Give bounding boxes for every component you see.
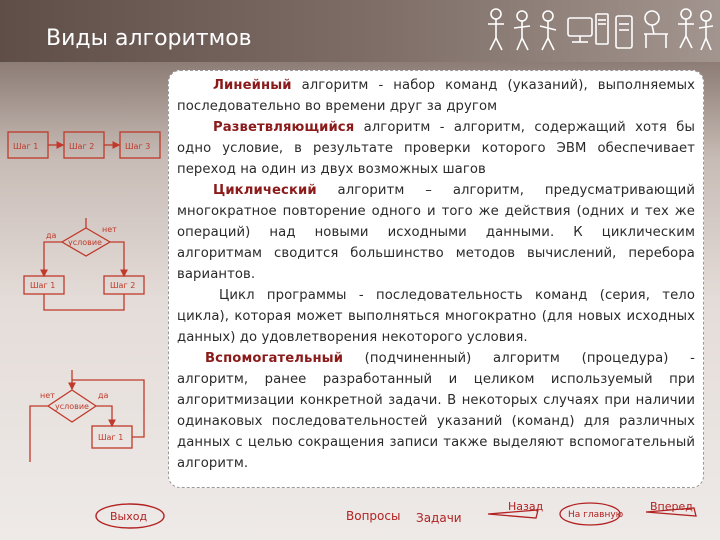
- slide-title: Виды алгоритмов: [46, 26, 252, 51]
- exit-label: Выход: [110, 510, 148, 523]
- stick-figure-icon: [488, 9, 504, 50]
- loop-no-label: нет: [40, 391, 55, 400]
- linear-step-1-label: Шаг 1: [13, 142, 39, 151]
- person-at-desk-icon: [644, 11, 668, 48]
- paragraph-subroutine: [177, 348, 695, 474]
- branch-step-2-label: Шаг 2: [110, 281, 136, 290]
- home-label: На главную: [568, 510, 624, 520]
- branch-condition-label: условие: [68, 238, 102, 247]
- paragraph-cyclic-text: алгоритм – алгоритм, предусматривающий многократное повторение одного и того же действия (одних и тех же операций) над новыми исходными данными. К циклическим алгоритмам сводится большинство методов вычислений, перебора вариантов.: [177, 183, 695, 282]
- paragraph-branching-text: алгоритм - алгоритм, содержащий хотя бы одно условие, в результате проверки которого ЭВМ обеспечивает переход на один из двух возможных шагов: [177, 120, 695, 177]
- paragraph-loop: [177, 285, 695, 348]
- stick-figure-icon: [540, 11, 556, 50]
- computer-icon: [568, 14, 608, 44]
- questions-button[interactable]: [346, 509, 400, 523]
- back-label: Назад: [508, 500, 544, 513]
- loop-condition-label: условие: [55, 402, 89, 411]
- paragraph-linear: [177, 75, 695, 117]
- paragraph-branching: [177, 117, 695, 180]
- exit-button[interactable]: [96, 504, 164, 528]
- stick-figure-icon: [699, 11, 713, 50]
- back-button[interactable]: [488, 500, 544, 518]
- loop-flowchart: [30, 370, 144, 462]
- forward-label: Вперед: [650, 500, 693, 513]
- paragraph-linear-text: алгоритм - набор команд (указаний), выполняемых последовательно во времени друг за другом: [177, 78, 695, 114]
- term-cyclic: Циклический: [213, 183, 317, 198]
- term-linear: Линейный: [213, 78, 292, 93]
- term-subroutine: Вспомогательный: [205, 351, 344, 366]
- flowchart-diagrams: [0, 110, 168, 470]
- linear-step-3-label: Шаг 3: [125, 142, 151, 151]
- loop-step-1-label: Шаг 1: [98, 433, 124, 442]
- branch-step-1-label: Шаг 1: [30, 281, 56, 290]
- loop-yes-label: да: [98, 391, 109, 400]
- pc-tower-icon: [616, 16, 632, 48]
- header-figures-decoration: [484, 4, 716, 58]
- tasks-button[interactable]: [416, 511, 462, 525]
- linear-step-2-label: Шаг 2: [69, 142, 95, 151]
- term-branching: Разветвляющийся: [213, 120, 355, 135]
- stick-figure-icon: [514, 11, 530, 50]
- paragraph-loop-text: Цикл программы - последовательность команд (серия, тело цикла), которая может выполняться многократно (для новых исходных данных) до удовлетворения некоторого условия.: [177, 288, 695, 345]
- home-button[interactable]: [560, 503, 624, 525]
- branch-no-label: нет: [102, 225, 117, 234]
- branch-yes-label: да: [46, 231, 57, 240]
- branch-flowchart: [24, 218, 144, 310]
- tasks-label: Задачи: [416, 511, 462, 525]
- definitions-panel: [168, 70, 704, 488]
- paragraph-cyclic: [177, 180, 695, 285]
- paragraph-subroutine-text: (подчиненный) алгоритм (процедура) - алгоритм, ранее разработанный и целиком используемый при алгоритмизации конкретной задачи. В некоторых случаях при наличии одинаковых последовательностей указаний (команд) для различных данных с целью сокращения записи также выделяют вспомогательный алгоритм.: [177, 351, 695, 471]
- navigation-bar: [0, 490, 720, 540]
- stick-figure-icon: [678, 9, 694, 48]
- forward-button[interactable]: [646, 500, 696, 516]
- questions-label: Вопросы: [346, 509, 401, 523]
